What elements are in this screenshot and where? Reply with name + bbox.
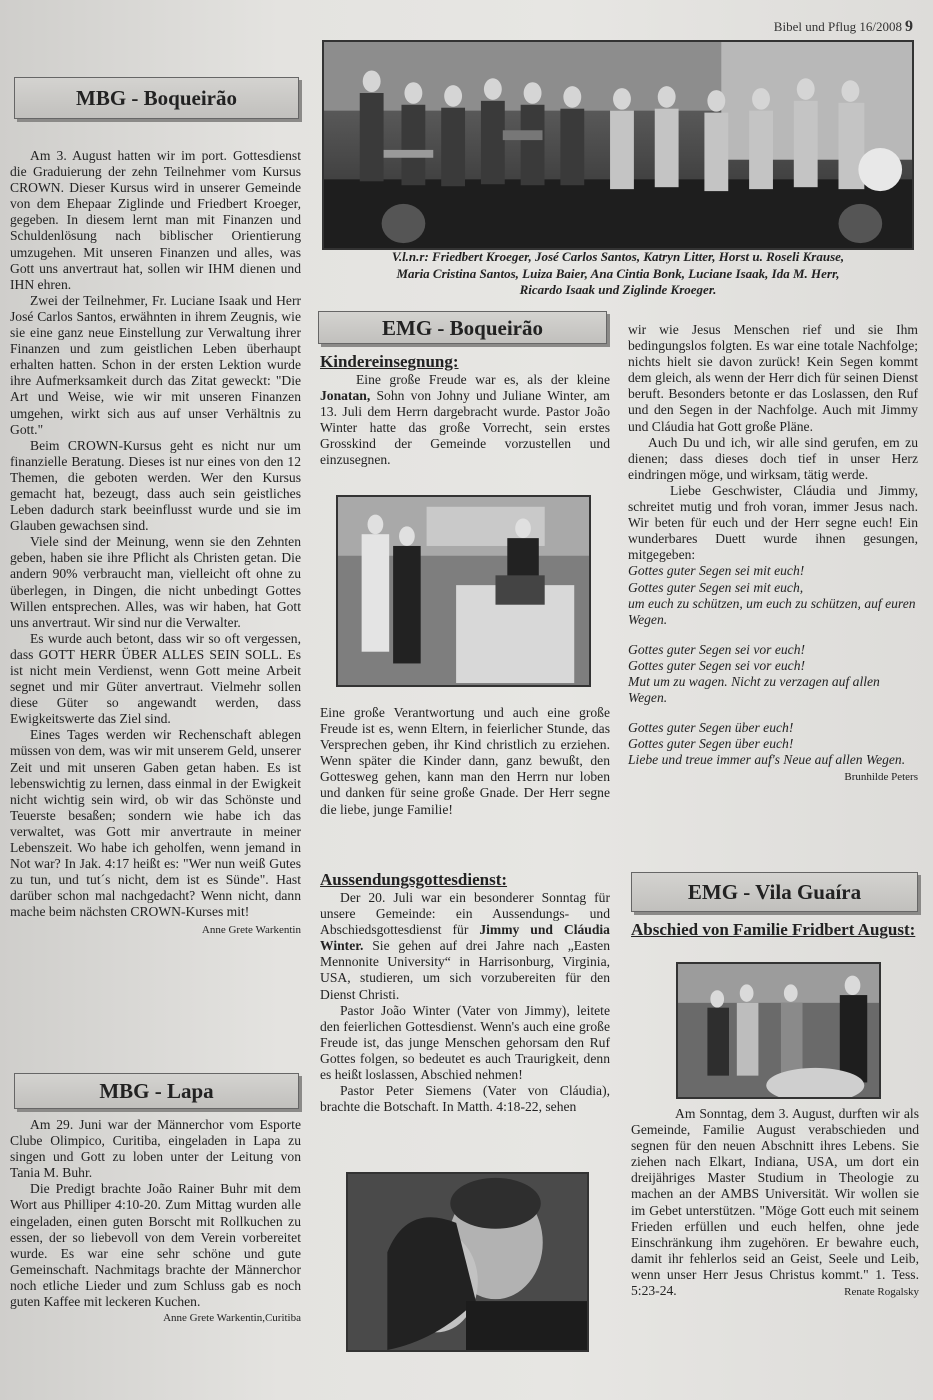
paragraph: Der 20. Juli war ein besonderer Sonntag für unsere Gemeinde: ein Aussendungs- und Abschiedsgottesdienst für Jimmy und Cláudia Winter. Sie gehen auf drei Jahre nach „Easten Mennonite University“ in Harrisonburg, Virginia, USA, studieren, um sich vorzubereiten für den Dienst Christi. [320, 890, 610, 1002]
article-kindereinsegnung [320, 352, 610, 469]
caption-line: Ricardo Isaak und Ziglinde Kroeger. [519, 282, 717, 297]
section-title: MBG - Boqueirão [76, 86, 237, 110]
subheading: Abschied von Familie Fridbert August: [631, 920, 916, 939]
photo-caption [322, 249, 914, 299]
article-aussendung-cont [628, 322, 918, 786]
article-mbg-boqueirao [10, 148, 301, 938]
publication-title: Bibel und Pflug 16/2008 [773, 19, 902, 34]
page-header [774, 18, 913, 36]
author-signature: Anne Grete Warkentin,Curitiba [163, 1312, 301, 1325]
lyric-line: Gottes guter Segen über euch! [628, 736, 794, 752]
paragraph: Viele sind der Meinung, wenn sie den Zehnten geben, haben sie ihre Pflicht als Christen getan. Die andern 90% verbraucht man, vielleicht oft ohne zu überlegen, in Dingen, die nicht unbedingt Gottes Willen entsprechen. Alles, was wir haben, hat Gott uns anvertraut. Wir sind nur die Verwalter. [10, 534, 301, 630]
lyric-line: Gottes guter Segen über euch! [628, 720, 794, 736]
paragraph: Am 3. August hatten wir im port. Gottesdienst die Graduierung der zehn Teilnehmer vom Kursus CROWN. Dieser Kursus wird in unserer Gemeinde von dem Ehepaar Ziglinde und Friedbert Kroeger, gegeben. In diesem lernt man mit Finanzen und Schuldenlösung nach biblischer Orientierung umzugehen. Mit unseren Finanzen und alles, was Gott uns anvertraut hat, sollen wir IHM dienen und IHN ehren. [10, 148, 301, 292]
subheading: Kindereinsegnung: [320, 352, 459, 371]
page-number: 9 [905, 18, 913, 35]
graduation-photo-image [324, 42, 912, 248]
lyric-line: Mut um zu wagen. Nicht zu verzagen auf allen Wegen. [628, 673, 880, 706]
lyric-line: Gottes guter Segen sei mit euch! [628, 563, 805, 579]
lyric-line: Gottes guter Segen sei vor euch! [628, 657, 806, 673]
article-abschied [631, 1106, 919, 1300]
article-kindereinsegnung-cont [320, 705, 610, 818]
name-highlight: Jimmy und Cláudia Winter. [320, 922, 610, 954]
child-blessing-photo-image [338, 497, 589, 685]
photo-child-blessing [336, 495, 591, 687]
section-box-mbg-lapa [14, 1073, 299, 1109]
section-title: MBG - Lapa [99, 1079, 214, 1103]
paragraph: Am Sonntag, dem 3. August, durften wir als Gemeinde, Familie August verabschieden und segnen für den neuen Abschnitt ihres Lebens. Sie ziehen nach Elkart, Indiana, USA, um dort ein dreijähriges Master Studium in Theologie zu machen an der AMBS Universität. Wir wollen sie im Gebet unterstützen. "Möge Gott euch mit seinem Frieden erfüllen und euch helfen, ohne jede Einschränkung ihm zugehören. Er bewahre euch, damit ihr fehlerlos seid an Geist, Seele und Leib, wenn unser Herr Jesus Christus kommt." 1. Tess. 5:23-24. [631, 1106, 919, 1299]
paragraph: Liebe Geschwister, Cláudia und Jimmy, schreitet mutig und froh voran, immer Jesus nach. Wir beten für euch und der Herr segne euch! Ein wunderbares Duett wurde ihnen gesungen, mitgegeben: [628, 482, 918, 563]
paragraph: Eine große Verantwortung und auch eine große Freude ist es, wenn Eltern, in feierlicher Stunde, das Versprechen geben, ihr Kind christlich zu erziehen. Wenn später die Kinder dann, ganz bewußt, den Gottesweg gehen, kann man den Herrn nur loben und danken für seine große Gnade. Der Herr segne die liebe, junge Familie! [320, 705, 610, 817]
author-signature: Brunhilde Peters [844, 771, 918, 784]
lyric-line: Gottes guter Segen sei mit euch, [628, 579, 804, 595]
couple-photo-image [348, 1174, 587, 1350]
section-box-emg-boqueirao [318, 311, 607, 344]
paragraph: Eine große Freude war es, als der kleine Jonatan, Sohn von Johny und Juliane Winter, am 13. Juli dem Herrn dargebracht wurde. Pastor João Winter hatte das große Vorrecht, sein erstes Grosskind der Gemeinde vorzustellen und einzusegnen. [320, 372, 610, 468]
paragraph: Pastor João Winter (Vater von Jimmy), leitete den feierlichen Gottesdienst. Wenn's auch eine große Freude ist, das junge Menschen gehorsam den Ruf Gottes folgen, so bedeutet es auch Traurigkeit, denn es heißt loslassen, Abschied nehmen! [320, 1002, 610, 1083]
paragraph: Die Predigt brachte João Rainer Buhr mit dem Wort aus Philliper 4:10-20. Zum Mittag wurden alle eingeladen, einen guten Borscht mit Rollkuchen zu essen, der so liebevoll von dem Verein vorbereitet wurde. Es war eine sehr schöne und gute Gemeinschaft. Nachmitags brachte der Männerchor noch etliche Lieder und zum Schluss gab es noch guten Kaffee mit leckeren Kuchen. [10, 1181, 301, 1310]
article-abschied-heading [631, 920, 919, 940]
caption-line: V.l.n.r: Friedbert Kroeger, José Carlos Santos, Katryn Litter, Horst u. Roseli Krause, [391, 249, 845, 264]
paragraph: Eines Tages werden wir Rechenschaft ablegen müssen von dem, was wir mit unserem Geld, unserer Zeit und mit unseren Gaben getan haben. Es ist lebenswichtig zu lernen, dass einmal in der Ewigkeit nicht wichtig sein wird, ob wir das Schönste und Teuerste besaßen; sondern wie habe ich das verwaltet, was Gott mir anvertraute in meiner Lebenszeit. Wo habe ich geholfen, wenn jemand in Not war? In Jak. 4:17 heißt es: "Wer nun weiß Gutes zu tun, und tut´s nicht, dem ist es Sünde". Hast darüber schon mal nachgedacht? Wenn nicht, dann mache beim nächsten CROWN-Kurses mit! [10, 727, 301, 920]
author-signature: Anne Grete Warkentin [201, 923, 301, 936]
paragraph: wir wie Jesus Menschen rief und sie Ihm bedingungslos folgten. Es war eine totale Nachfolge; nichts hielt sie davon zurück! Kein Segen kommt dem gleich, als wenn der Herr dich für seinen Dienst beruft. Besonders betonte er das Loslassen, den Ruf und den Segen in der Nachfolge. Auch mit Jimmy und Cláudia hat Gott große Pläne. [628, 322, 918, 434]
article-aussendungsgottesdienst [320, 870, 610, 1115]
lyric-line: um euch zu schützen, um euch zu schützen, auf euren Wegen. [628, 595, 916, 627]
song-lyrics [628, 563, 918, 768]
author-signature: Renate Rogalsky [844, 1286, 919, 1299]
photo-jimmy-claudia [346, 1172, 589, 1352]
paragraph: Zwei der Teilnehmer, Fr. Luciane Isaak und Herr José Carlos Santos, erwähnten in ihrem Zeugnis, wie sie eine ganz neue Einstellung zur Verwaltung ihrer Finanzen und zum geistlichen Leben überhaupt erhalten hatten. Schon in der ersten Lektion wurde ihre Aufmerksamkeit durch das Zitat geweckt: "Die Art und Weise, wie wir mit unseren Finanzen umgehen, wirkt sich aus auf unser Verhältnis zu Gott." [10, 292, 301, 437]
paragraph: Am 29. Juni war der Männerchor vom Esporte Clube Olimpico, Curitiba, eingeladen in Lapa zu singen und Gott zu loben unter der Leitung von Tania M. Buhr. [10, 1117, 301, 1181]
article-mbg-lapa [10, 1117, 301, 1326]
photo-graduation-group [322, 40, 914, 250]
paragraph: Auch Du und ich, wir alle sind gerufen, em zu dienen; dass dieses doch tief in unser Herz eindringen möge, und wirksam, tätig werde. [628, 434, 918, 482]
paragraph: Es wurde auch betont, dass wir so oft vergessen, dass GOTT HERR ÜBER ALLES SEIN SOLL. Es ist nicht mein Verdienst, wenn Gott meine Arbeit segnet und mir Güter anvertraut. Vielmehr sollen diese Güter so angewandt werden, dass Ewigkeitswerte das Ziel sind. [10, 630, 301, 727]
section-box-emg-vila-guaira [631, 872, 918, 912]
subheading: Aussendungsgottesdienst: [320, 870, 508, 889]
section-title: EMG - Vila Guaíra [687, 880, 862, 904]
lyric-line: Gottes guter Segen sei vor euch! [628, 641, 806, 657]
paragraph: Pastor Peter Siemens (Vater von Cláudia), brachte die Botschaft. In Matth. 4:18-22, sehen [320, 1083, 610, 1115]
section-title: EMG - Boqueirão [382, 316, 543, 340]
caption-line: Maria Cristina Santos, Luiza Baier, Ana Cintia Bonk, Luciane Isaak, Ida M. Herr, [396, 265, 840, 281]
name-highlight: Jonatan, [320, 388, 371, 404]
lyric-line: Liebe und treue immer auf's Neue auf allen Wegen. [628, 752, 906, 768]
paragraph: Beim CROWN-Kursus geht es nicht nur um finanzielle Beratung. Dieses ist nur eines von den 12 Themen, die geboten werden. Wer den Kursus gemacht hat, bezeugt, dass auch sein geistliches Leben dadurch stark beeinflusst wurde und sie im Glauben gewachsen sind. [10, 437, 301, 534]
photo-family-august [676, 962, 881, 1099]
section-box-mbg-boqueirao [14, 77, 299, 119]
family-photo-image [678, 964, 879, 1097]
